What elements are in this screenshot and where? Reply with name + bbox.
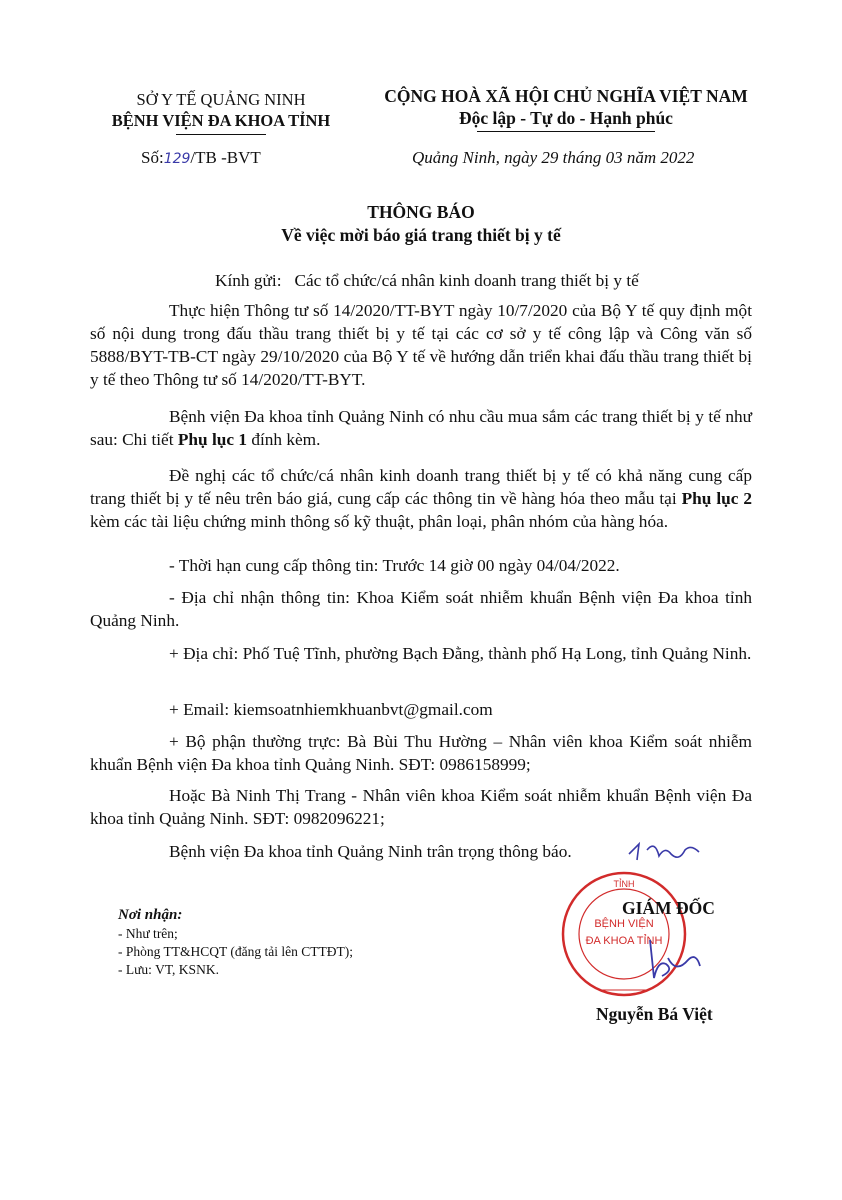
date-line: Quảng Ninh, ngày 29 tháng 03 năm 2022 — [412, 148, 695, 167]
recipients-label: Nơi nhận: — [118, 907, 183, 923]
deadline — [90, 554, 752, 577]
paragraph-1-text: Thực hiện Thông tư số 14/2020/TT-BYT ngày 10/7/2020 của Bộ Y tế quy định một số nội dung trong đấu thầu trang thiết bị y tế tại các cơ sở y tế công lập và Công văn số 5888/BYT-TB-CT ngày 29/10/2020 của Bộ Y tế về hướng dẫn triển khai đấu thầu trang thiết bị y tế theo Thông tư số 14/2020/TT-BYT. — [90, 301, 752, 389]
signer-name: Nguyễn Bá Việt — [596, 1004, 713, 1024]
street-address-text: + Địa chỉ: Phố Tuệ Tĩnh, phường Bạch Đằng, thành phố Hạ Long, tỉnh Quảng Ninh. — [169, 644, 752, 663]
motto: Độc lập - Tự do - Hạnh phúc — [459, 108, 673, 128]
document-title: THÔNG BÁO — [367, 202, 475, 222]
street-address — [90, 642, 752, 665]
closing-text: Bệnh viện Đa khoa tỉnh Quảng Ninh trân trọng thông báo. — [169, 842, 572, 861]
svg-text:ĐA KHOA TỈNH: ĐA KHOA TỈNH — [585, 935, 663, 947]
signer-position: GIÁM ĐỐC — [622, 898, 715, 918]
appendix-2-ref: Phụ lục 2 — [681, 489, 752, 508]
recipient-line — [215, 271, 639, 291]
para3-after: kèm các tài liệu chứng minh thông số kỹ thuật, phân loại, phân nhóm của hàng hóa. — [90, 512, 669, 531]
contact-2-text: Hoặc Bà Ninh Thị Trang - Nhân viên khoa Kiểm soát nhiễm khuẩn Bệnh viện Đa khoa tỉnh Quảng Ninh. SĐT: 0982096221; — [90, 786, 752, 828]
email-line — [90, 698, 752, 721]
signature-scribble — [640, 930, 720, 990]
contact-2 — [90, 784, 752, 830]
para3-before: Đề nghị các tổ chức/cá nhân kinh doanh trang thiết bị y tế có khả năng cung cấp trang thiết bị y tế nêu trên báo giá, cung cấp các thông tin về hàng hóa theo mẫu tại — [90, 466, 752, 508]
country-name: CỘNG HOÀ XÃ HỘI CHỦ NGHĨA VIỆT NAM — [384, 86, 748, 106]
org-name: BỆNH VIỆN ĐA KHOA TỈNH — [111, 111, 331, 130]
recipients-block — [118, 906, 353, 979]
recipient-item: - Như trên; — [118, 926, 178, 941]
recipient-label: Kính gửi: — [215, 271, 282, 290]
number-suffix: /TB -BVT — [190, 148, 261, 167]
para2-before: Bệnh viện Đa khoa tỉnh Quảng Ninh có nhu cầu mua sắm các trang thiết bị y tế như sau: Chi tiết — [90, 407, 752, 449]
org-parent: SỞ Y TẾ QUẢNG NINH — [136, 90, 306, 109]
recipient-item: - Lưu: VT, KSNK. — [118, 962, 219, 977]
initials-scribble — [625, 836, 705, 866]
header-right — [360, 85, 772, 132]
para2-after: đính kèm. — [247, 430, 321, 449]
recipient-item: - Phòng TT&HCQT (đăng tải lên CTTĐT); — [118, 944, 353, 959]
paragraph-3 — [90, 464, 752, 533]
motto-underline — [477, 131, 655, 132]
number-prefix: Số: — [141, 148, 164, 167]
document-number — [141, 148, 261, 168]
header-left-underline — [176, 134, 266, 135]
svg-text:BỆNH VIỆN: BỆNH VIỆN — [594, 918, 654, 930]
email-text: + Email: kiemsoatnhiemkhuanbvt@gmail.com — [169, 700, 493, 719]
document-subtitle: Về việc mời báo giá trang thiết bị y tế — [281, 225, 561, 245]
deadline-text: - Thời hạn cung cấp thông tin: Trước 14 giờ 00 ngày 04/04/2022. — [169, 556, 620, 575]
svg-text:TỈNH: TỈNH — [613, 879, 635, 889]
header-left — [90, 89, 352, 135]
number-handwritten: 129 — [163, 151, 191, 167]
paragraph-2 — [90, 405, 752, 451]
contact-1 — [90, 730, 752, 776]
recipient-value: Các tổ chức/cá nhân kinh doanh trang thiết bị y tế — [294, 271, 639, 290]
contact-1-text: + Bộ phận thường trực: Bà Bùi Thu Hường – Nhân viên khoa Kiểm soát nhiễm khuẩn Bệnh viện Đa khoa tỉnh Quảng Ninh. SĐT: 0986158999; — [90, 732, 752, 774]
paragraph-1 — [90, 299, 752, 391]
receiver-address-text: - Địa chỉ nhận thông tin: Khoa Kiểm soát nhiễm khuẩn Bệnh viện Đa khoa tỉnh Quảng Ninh. — [90, 588, 752, 630]
receiver-address — [90, 586, 752, 632]
appendix-1-ref: Phụ lục 1 — [177, 430, 247, 449]
